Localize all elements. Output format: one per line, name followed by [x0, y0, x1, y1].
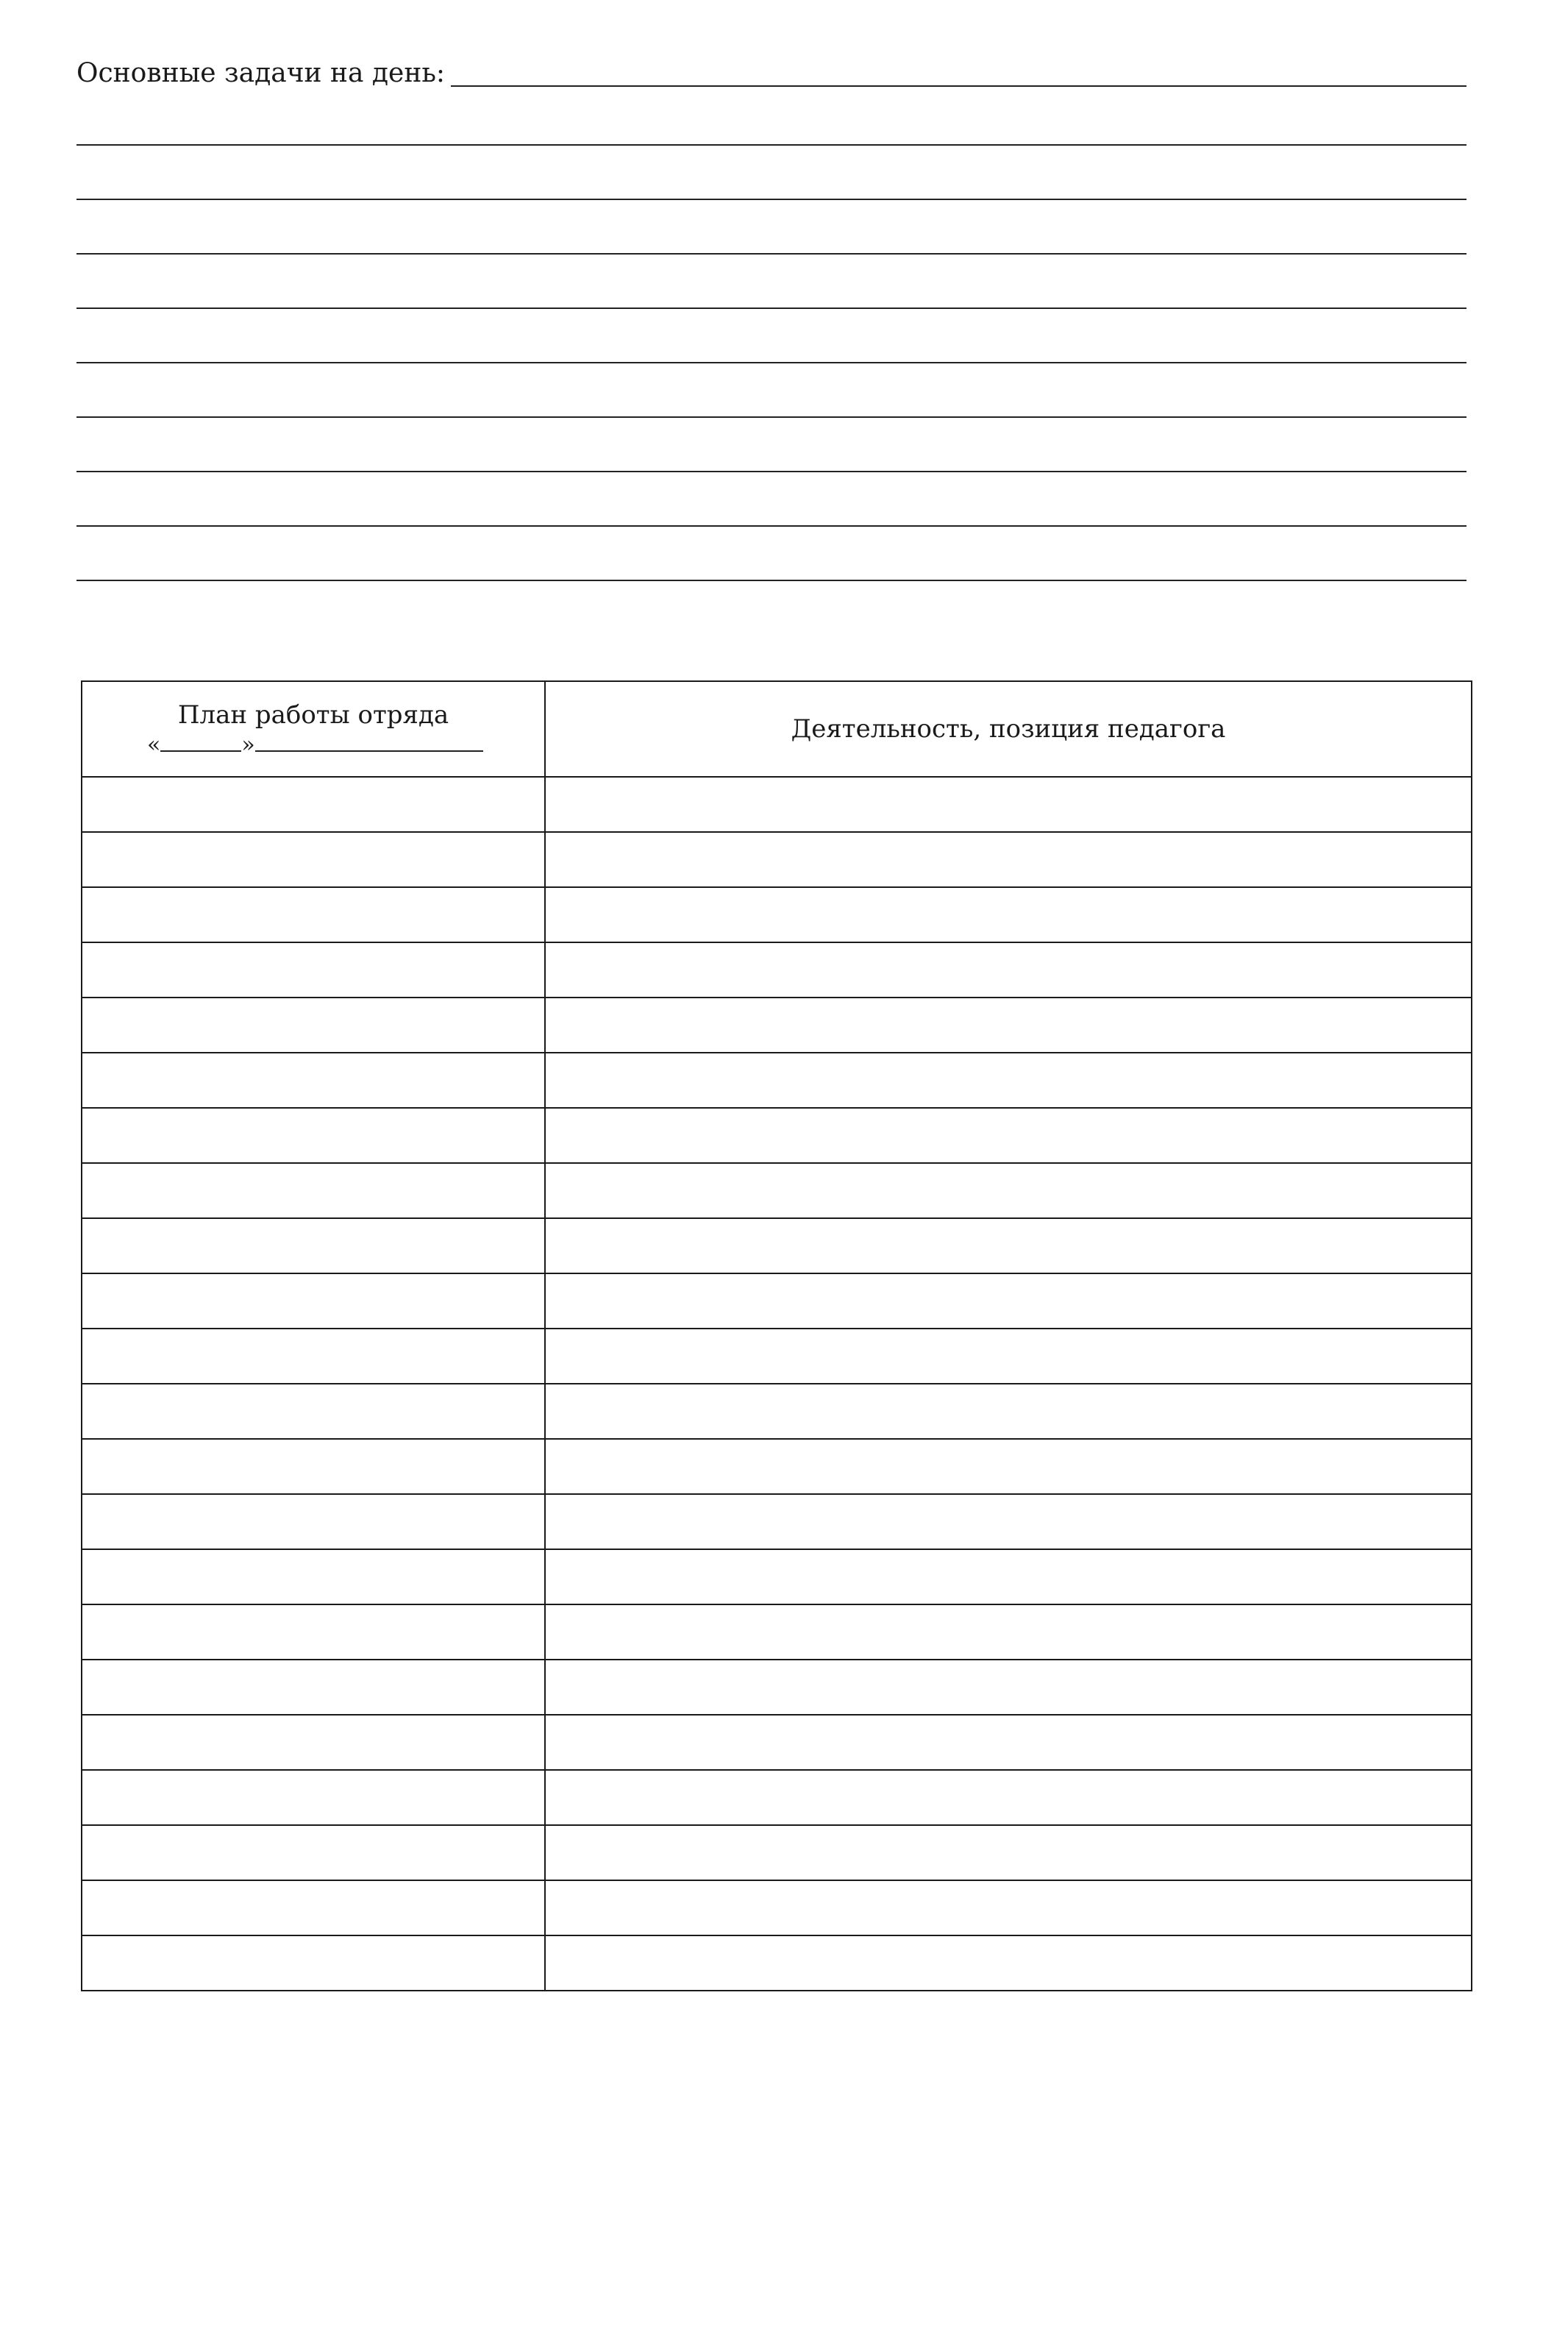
date-open-quote: « [147, 731, 161, 758]
squad-plan-cell[interactable] [82, 1770, 545, 1825]
teacher-activity-cell[interactable] [545, 998, 1472, 1053]
squad-plan-cell[interactable] [82, 887, 545, 942]
squad-plan-cell[interactable] [82, 942, 545, 998]
daily-tasks-line[interactable] [76, 146, 1467, 200]
teacher-activity-cell[interactable] [545, 1604, 1472, 1660]
squad-plan-cell[interactable] [82, 1273, 545, 1329]
table-row [82, 832, 1472, 887]
table-row [82, 1715, 1472, 1770]
teacher-activity-cell[interactable] [545, 942, 1472, 998]
table-row [82, 998, 1472, 1053]
table-row [82, 1273, 1472, 1329]
teacher-activity-cell[interactable] [545, 1549, 1472, 1604]
squad-plan-cell[interactable] [82, 1218, 545, 1273]
teacher-activity-cell[interactable] [545, 1494, 1472, 1549]
teacher-activity-cell[interactable] [545, 777, 1472, 832]
daily-tasks-first-row [76, 44, 1467, 91]
teacher-activity-cell[interactable] [545, 1825, 1472, 1880]
squad-plan-cell[interactable] [82, 1549, 545, 1604]
teacher-activity-cell[interactable] [545, 1108, 1472, 1163]
teacher-activity-cell[interactable] [545, 1053, 1472, 1108]
squad-plan-cell[interactable] [82, 1163, 545, 1218]
teacher-activity-cell[interactable] [545, 1329, 1472, 1384]
table-row [82, 1329, 1472, 1384]
teacher-activity-cell[interactable] [545, 887, 1472, 942]
daily-tasks-lines [76, 91, 1467, 581]
squad-plan-cell[interactable] [82, 1715, 545, 1770]
table-row [82, 1494, 1472, 1549]
squad-plan-cell[interactable] [82, 777, 545, 832]
daily-tasks-line[interactable] [76, 418, 1467, 472]
table-row [82, 1660, 1472, 1715]
squad-plan-cell[interactable] [82, 1439, 545, 1494]
table-row [82, 1549, 1472, 1604]
table-row [82, 942, 1472, 998]
daily-tasks-line[interactable] [76, 363, 1467, 418]
table-row [82, 1218, 1472, 1273]
table-row [82, 1439, 1472, 1494]
date-close-quote: » [241, 731, 255, 758]
teacher-activity-cell[interactable] [545, 1218, 1472, 1273]
daily-tasks-line[interactable] [76, 527, 1467, 581]
table-row [82, 1825, 1472, 1880]
table-row [82, 1880, 1472, 1935]
table-row [82, 1604, 1472, 1660]
squad-plan-header [82, 681, 545, 777]
squad-plan-cell[interactable] [82, 1384, 545, 1439]
teacher-activity-cell[interactable] [545, 1935, 1472, 1991]
daily-tasks-section [76, 44, 1467, 581]
daily-tasks-line[interactable] [76, 200, 1467, 255]
squad-plan-cell[interactable] [82, 998, 545, 1053]
daily-tasks-line[interactable] [76, 472, 1467, 527]
daily-tasks-line[interactable] [76, 255, 1467, 309]
teacher-activity-cell[interactable] [545, 1880, 1472, 1935]
daily-tasks-line[interactable] [76, 309, 1467, 363]
table-row [82, 1770, 1472, 1825]
teacher-activity-cell[interactable] [545, 1660, 1472, 1715]
squad-plan-cell[interactable] [82, 1329, 545, 1384]
date-day-blank[interactable] [160, 750, 241, 752]
squad-plan-cell[interactable] [82, 1935, 545, 1991]
squad-plan-cell[interactable] [82, 832, 545, 887]
teacher-activity-header: Деятельность, позиция педагога [545, 681, 1472, 777]
table-row [82, 1163, 1472, 1218]
teacher-activity-cell[interactable] [545, 1770, 1472, 1825]
table-row [82, 1108, 1472, 1163]
teacher-activity-cell[interactable] [545, 1384, 1472, 1439]
table-body [82, 777, 1472, 1991]
daily-tasks-label: Основные задачи на день: [76, 58, 446, 88]
squad-plan-title: План работы отряда [177, 700, 449, 730]
squad-plan-cell[interactable] [82, 1660, 545, 1715]
squad-plan-cell[interactable] [82, 1108, 545, 1163]
squad-plan-cell[interactable] [82, 1494, 545, 1549]
teacher-activity-cell[interactable] [545, 832, 1472, 887]
daily-tasks-line[interactable] [451, 84, 1467, 87]
daily-tasks-line[interactable] [76, 91, 1467, 146]
squad-plan-cell[interactable] [82, 1053, 545, 1108]
teacher-activity-cell[interactable] [545, 1715, 1472, 1770]
table-row [82, 1384, 1472, 1439]
squad-plan-cell[interactable] [82, 1825, 545, 1880]
table-row [82, 1935, 1472, 1991]
table-row [82, 887, 1472, 942]
squad-plan-cell[interactable] [82, 1880, 545, 1935]
table-header-row [82, 681, 1472, 777]
table-row [82, 777, 1472, 832]
date-field[interactable] [82, 731, 544, 759]
date-month-blank[interactable] [255, 750, 483, 752]
squad-plan-table [81, 680, 1472, 1991]
table-row [82, 1053, 1472, 1108]
teacher-activity-cell[interactable] [545, 1439, 1472, 1494]
squad-plan-cell[interactable] [82, 1604, 545, 1660]
teacher-activity-cell[interactable] [545, 1273, 1472, 1329]
teacher-activity-cell[interactable] [545, 1163, 1472, 1218]
